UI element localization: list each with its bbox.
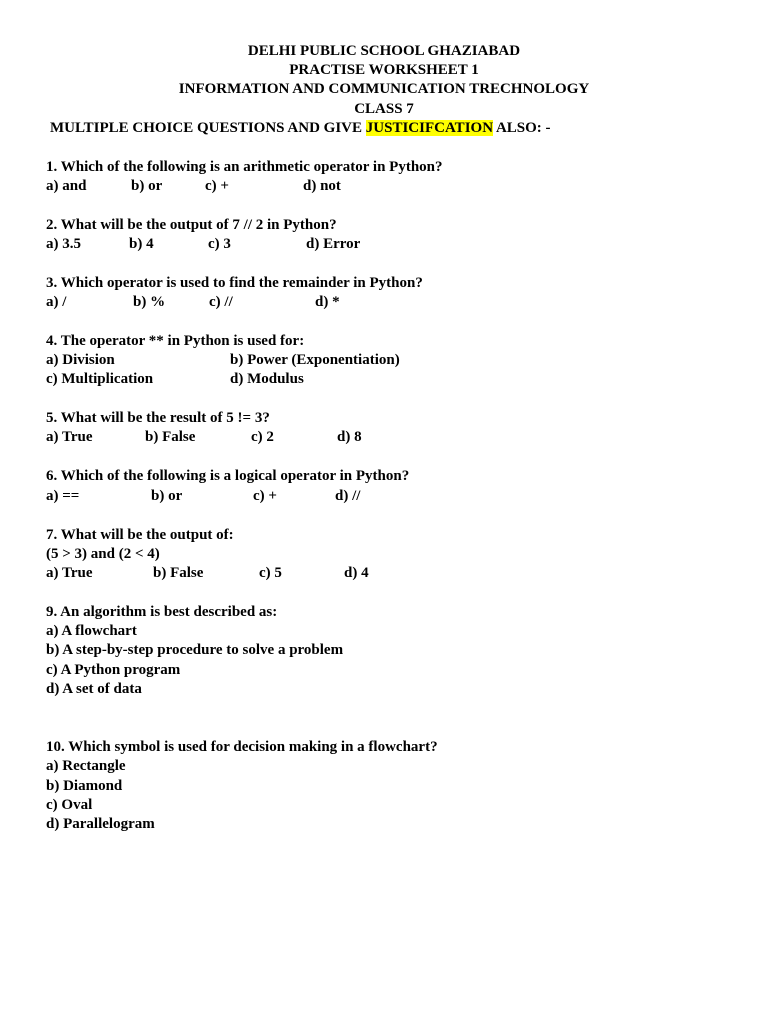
question-1-option-d: d) not bbox=[303, 178, 341, 194]
question-7-option-d: d) 4 bbox=[344, 565, 369, 581]
class-label: CLASS 7 bbox=[354, 101, 414, 117]
question-2-option-b: b) 4 bbox=[129, 236, 154, 252]
question-1-option-c: c) + bbox=[205, 178, 229, 194]
question-3-option-c: c) // bbox=[209, 294, 233, 310]
question-4-option-a: a) Division bbox=[46, 352, 115, 368]
question-4-option-b: b) Power (Exponentiation) bbox=[230, 352, 400, 368]
question-10-option-b: b) Diamond bbox=[46, 778, 123, 794]
subject-title: INFORMATION AND COMMUNICATION TRECHNOLOGY bbox=[178, 81, 590, 97]
question-7-text: 7. What will be the output of: bbox=[46, 527, 234, 543]
question-5-option-d: d) 8 bbox=[337, 429, 362, 445]
question-6-option-c: c) + bbox=[253, 488, 277, 504]
question-6-option-a: a) == bbox=[46, 488, 80, 504]
question-6-option-d: d) // bbox=[335, 488, 361, 504]
question-4-option-c: c) Multiplication bbox=[46, 371, 154, 387]
question-7-option-c: c) 5 bbox=[259, 565, 282, 581]
question-10-option-c: c) Oval bbox=[46, 797, 93, 813]
instruction-highlight: JUSTICIFCATION bbox=[365, 120, 494, 136]
question-7-option-a: a) True bbox=[46, 565, 93, 581]
question-7-expression: (5 > 3) and (2 < 4) bbox=[46, 546, 160, 562]
question-3-option-b: b) % bbox=[133, 294, 166, 310]
question-1-option-b: b) or bbox=[131, 178, 163, 194]
question-10-option-d: d) Parallelogram bbox=[46, 816, 155, 832]
instruction-prefix: MULTIPLE CHOICE QUESTIONS AND GIVE bbox=[50, 120, 366, 136]
question-10-text: 10. Which symbol is used for decision making in a flowchart? bbox=[46, 739, 438, 755]
question-9-option-c: c) A Python program bbox=[46, 662, 181, 678]
worksheet-title: PRACTISE WORKSHEET 1 bbox=[289, 62, 479, 78]
question-10-option-a: a) Rectangle bbox=[46, 758, 126, 774]
question-6-option-b: b) or bbox=[151, 488, 183, 504]
question-2-option-c: c) 3 bbox=[208, 236, 231, 252]
question-5-option-b: b) False bbox=[145, 429, 196, 445]
question-9-option-d: d) A set of data bbox=[46, 681, 142, 697]
question-9-text: 9. An algorithm is best described as: bbox=[46, 604, 278, 620]
question-3-text: 3. Which operator is used to find the remainder in Python? bbox=[46, 275, 423, 291]
instruction-suffix: ALSO: - bbox=[493, 120, 551, 136]
question-9-option-b: b) A step-by-step procedure to solve a problem bbox=[46, 642, 344, 658]
school-name: DELHI PUBLIC SCHOOL GHAZIABAD bbox=[247, 43, 521, 59]
question-5-text: 5. What will be the result of 5 != 3? bbox=[46, 410, 270, 426]
question-9-option-a: a) A flowchart bbox=[46, 623, 137, 639]
question-2-option-a: a) 3.5 bbox=[46, 236, 81, 252]
question-5-option-a: a) True bbox=[46, 429, 93, 445]
question-2-text: 2. What will be the output of 7 // 2 in Python? bbox=[46, 217, 337, 233]
question-6-text: 6. Which of the following is a logical operator in Python? bbox=[46, 468, 410, 484]
question-3-option-a: a) / bbox=[46, 294, 67, 310]
question-5-option-c: c) 2 bbox=[251, 429, 274, 445]
question-7-option-b: b) False bbox=[153, 565, 204, 581]
question-2-option-d: d) Error bbox=[306, 236, 361, 252]
instruction-line bbox=[50, 119, 551, 138]
question-1-text: 1. Which of the following is an arithmetic operator in Python? bbox=[46, 159, 443, 175]
question-4-option-d: d) Modulus bbox=[230, 371, 304, 387]
question-4-text: 4. The operator ** in Python is used for: bbox=[46, 333, 305, 349]
question-1-option-a: a) and bbox=[46, 178, 87, 194]
question-3-option-d: d) * bbox=[315, 294, 340, 310]
